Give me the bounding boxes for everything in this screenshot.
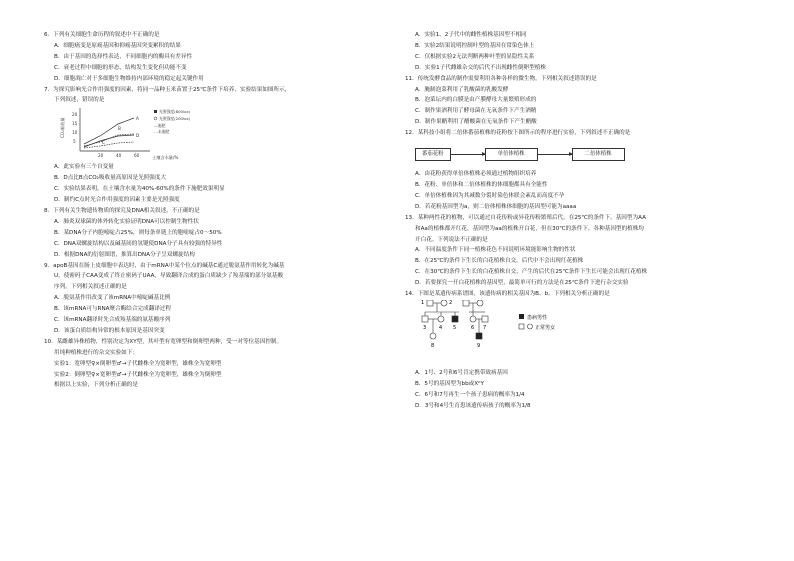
q8-option-c: C．DNA双螺旋结构以及碱基间的氢键使DNA分子具有较强的特异性	[54, 240, 223, 247]
ped-num-4: 4	[439, 324, 443, 331]
q7-legend-800: 光照强度(800lux)	[159, 109, 191, 115]
q9-stem-line1: 9．apoB基因在肠上皮细胞中表达时，由于mRNA中某个位点的碱基C通过脱氨基作用转化为碱基	[44, 262, 285, 269]
q14-pedigree	[419, 300, 619, 368]
q12-flowchart	[415, 143, 755, 165]
ped-num-6: 6	[471, 324, 475, 331]
q11-option-b: B．泡菜坛内的白膜是由产膜酵母大量繁殖形成的	[415, 97, 537, 104]
legend-normal-male-marker	[519, 324, 524, 329]
q13-option-d: D．若要探究一开白花植株的基因型，最简单可行的方法是在25℃条件下进行杂交实验	[415, 280, 629, 287]
flow-box-pollen: 番茄花粉	[415, 148, 451, 161]
q10-tail: 根据以上实验，下列分析正确的是	[54, 382, 138, 389]
ped-num-1: 1	[421, 299, 425, 306]
ped-num-8: 8	[431, 342, 435, 349]
legend-normal-female-marker	[528, 324, 533, 329]
q6-option-b: B．由于基因的选择性表达，不同细胞内的酶具有差异性	[54, 53, 193, 60]
ped-3	[422, 316, 428, 322]
legend-affected-marker	[519, 314, 524, 319]
flow-box-haploid: 单倍体植株	[485, 148, 538, 161]
right-column	[405, 30, 755, 412]
q10-option-c: C．仅根据实验2无法判断两种叶型的显隐性关系	[415, 53, 535, 60]
q6-option-d: D．细胞凋亡对于多细胞生物维持内部环境的稳定起关键作用	[54, 75, 204, 82]
q7-legend-200-marker	[154, 117, 157, 120]
legend-normal: 正常男女	[535, 324, 556, 331]
q10-option-d: D．实验1子代雌雄杂交的后代不出现雌性倒卵型植株	[415, 64, 546, 71]
q10-stem-line2: 用纯种植株进行的杂交实验如下：	[54, 349, 138, 356]
q7-option-a: A．此实验有三个自变量	[54, 164, 114, 171]
q7-line-800-fert	[84, 118, 134, 144]
ped-num-5: 5	[453, 324, 457, 331]
q8-option-a: A．肺炎双球菌的体外转化实验证明DNA可以控制生物性状	[54, 218, 199, 225]
q9-stem-line2: U，使密码子CAA变成了终止密码子UAA，导致翻译合成的蛋白质缺少了羧基端的部分氨基酸	[54, 273, 284, 280]
q7-chart	[58, 106, 258, 162]
q11-option-c: C．制作果酒利用了酵母菌在无氧条件下产生酒精	[415, 108, 537, 115]
q10-stem-line1: 10．某雌雄异株植物，性别决定为XY型，其叶型有宽卵型和倒卵型两种，受一对等位基因控制。	[44, 338, 283, 345]
q14-stem: 14．下图是某遗传病系谱图，该遗传病的相关基因为B、b。下列相关分析正确的是	[405, 291, 610, 298]
q7-point-b: B	[118, 126, 121, 132]
q7-stem-line2: 下列叙述，错误的是	[54, 97, 105, 104]
flow-arrow-1	[451, 154, 485, 155]
q10-option-b: B．实验2结果说明控制叶型的基因在常染色体上	[415, 42, 535, 49]
q10-experiment-2: 实验2：倒卵型♀×宽卵型♂→子代雌株全为宽卵型，雄株全为倒卵型	[54, 371, 222, 378]
q7-ytick-10: 10	[72, 130, 78, 136]
q10-option-a: A．实验1、2子代中的雌性植株基因型不相同	[415, 32, 527, 38]
q7-legend-200: 光照强度(200lux)	[159, 116, 191, 122]
q7-point-c: C	[102, 140, 105, 146]
ped-num-7: 7	[483, 324, 487, 331]
left-column	[44, 30, 384, 391]
q9-option-a: A．脱氨基作用改变了该mRNA中嘧啶碱基比例	[54, 295, 171, 302]
q7-legend-nofert: - -未施肥	[154, 129, 170, 135]
q12-option-d: D．若花粉基因型为a，则二倍体植株体细胞的基因型可能为aaaa	[415, 203, 577, 210]
flow-arrow-2	[538, 154, 572, 155]
ped-9	[476, 333, 482, 339]
q13-stem-line3: 开白花。下列说法不正确的是	[415, 236, 488, 243]
q13-option-b: B．在25℃的条件下生长的白花植株自交，后代中不会出现红花植株	[415, 258, 584, 265]
q7-ytick-5: 5	[73, 139, 76, 145]
ped-num-2: 2	[449, 299, 453, 306]
q7-stem-line1: 7．为探究影响光合作用强度的因素，将同一品种玉米苗置于25℃条件下培养，实验结果如图所示，	[44, 86, 291, 93]
q11-stem: 11．传统发酵食品的制作需要利用各种各样的微生物。下列相关叙述错误的是	[405, 75, 597, 82]
q7-line-200-fert	[84, 135, 134, 147]
q7-ytick-20: 20	[72, 112, 78, 118]
q7-legend-800-marker	[154, 110, 157, 113]
q9-stem-line3: 序列。下列相关叙述正确的是	[54, 284, 127, 291]
q9-option-b: B．该mRNA可与RNA聚合酶结合完成翻译过程	[54, 306, 171, 313]
q14-option-b: B．5号的基因型为bb或XᵇY	[415, 380, 484, 387]
flow-box-diploid: 二倍体植株	[572, 148, 625, 161]
q7-xlabel: 土壤含水量/%	[152, 155, 179, 161]
q6-stem: 6．下列有关细胞生命历程的叙述中不正确的是	[44, 32, 160, 38]
q11-option-a: A．腌制泡菜利用了乳酸菌的乳酸发酵	[415, 86, 509, 93]
ped-7	[482, 316, 488, 322]
ped-5	[463, 300, 469, 306]
ped-5b	[452, 316, 458, 322]
q14-option-d: D．3号和4号生育患该遗传病孩子的概率为1/8	[415, 402, 531, 409]
q8-option-d: D．根据DNA的衍射图谱，推算出DNA分子呈双螺旋结构	[54, 251, 195, 258]
q9-option-d: D．该蛋白质结构异常的根本原因是基因突变	[54, 327, 165, 334]
q12-option-b: B．花粉、单倍体和二倍体植株的体细胞都具有全能性	[415, 181, 548, 188]
q7-legend-fert: —施肥	[154, 123, 166, 129]
q8-stem: 8．下列有关生物遗传物质的探究及DNA相关叙述，不正确的是	[44, 207, 200, 214]
q7-xtick-40: 40	[116, 153, 122, 159]
q7-ytick-15: 15	[72, 121, 78, 127]
q12-stem: 12．某科技小组将二倍体番茄植株的花粉按下图所示的程序进行实验，下列叙述不正确的是	[405, 130, 631, 137]
q7-ylabel: CO₂吸收量	[60, 117, 65, 139]
q7-option-b: B．D点比B点CO₂吸收量高原因是光照强度大	[54, 175, 167, 182]
q12-option-c: C．单倍体植株因为其减数分裂时染色体联会紊乱而高度不孕	[415, 192, 565, 199]
ped-6	[470, 316, 476, 322]
ped-top-right	[477, 300, 483, 306]
q8-option-b: B．某DNA分子内胞嘧啶占25%，则每条单链上的胞嘧啶占0～50%	[54, 229, 222, 236]
ped-4	[438, 316, 444, 322]
q14-option-c: C．6号和7号再生一个孩子患病的概率为1/4	[415, 391, 525, 398]
q6-option-a: A．细胞癌变是原癌基因和抑癌基因突变累积的结果	[54, 42, 181, 49]
ped-2	[441, 300, 447, 306]
q13-stem-line2: 和Aa的植株都开红花，基因型为aa的植株开白花，但在30℃的条件下，各种基因型的植株均	[415, 225, 644, 232]
q14-option-a: A．1号、2号和6号肯定携带致病基因	[415, 369, 508, 376]
legend-affected: 患病男性	[527, 314, 548, 321]
q7-line-200-nofert	[84, 142, 134, 148]
q7-point-a: A	[136, 116, 139, 122]
q13-stem-line1: 13．某种两性花的植物，可以通过自花传粉或异花传粉繁殖后代。在25℃的条件下，基因型为AA	[405, 214, 646, 221]
q7-point-d: D	[136, 133, 140, 139]
q13-option-c: C．在30℃的条件下生长的白花植株自交，产生的后代在25℃条件下生长可能会出现红花植株	[415, 269, 648, 276]
ped-num-3: 3	[423, 324, 427, 331]
q7-xtick-20: 20	[98, 153, 104, 159]
q14-pedigree-figure	[405, 300, 755, 368]
ped-8	[430, 333, 436, 339]
q12-option-a: A．由花粉获得单倍体植株必须通过植物组织培养	[415, 171, 537, 178]
q10-experiment-1: 实验1：宽卵型♀×倒卵型♂→子代雌株全为宽卵型，雄株全为宽卵型	[54, 360, 222, 367]
q7-xtick-60: 60	[134, 153, 140, 159]
ped-num-9: 9	[477, 342, 481, 349]
q7-option-d: D．制约C点时光合作用强度的因素主要是光照强度	[54, 197, 180, 204]
q7-option-c: C．实验结果表明，在土壤含水量为40%-60%的条件下施肥效果明显	[54, 186, 225, 193]
q6-option-c: C．衰老过程中细胞的形态、结构发生变化但功能不变	[54, 64, 187, 71]
q9-option-c: C．该mRNA翻译时先合成羧基端的氨基酸序列	[54, 317, 171, 324]
q7-figure	[44, 106, 384, 162]
q13-option-a: A．不同温度条件下同一植株花色不同说明环境能影响生物的性状	[415, 247, 576, 254]
ped-1	[427, 300, 433, 306]
q11-option-d: D．制作果醋利用了醋酸菌在无氧条件下产生醋酸	[415, 119, 537, 126]
